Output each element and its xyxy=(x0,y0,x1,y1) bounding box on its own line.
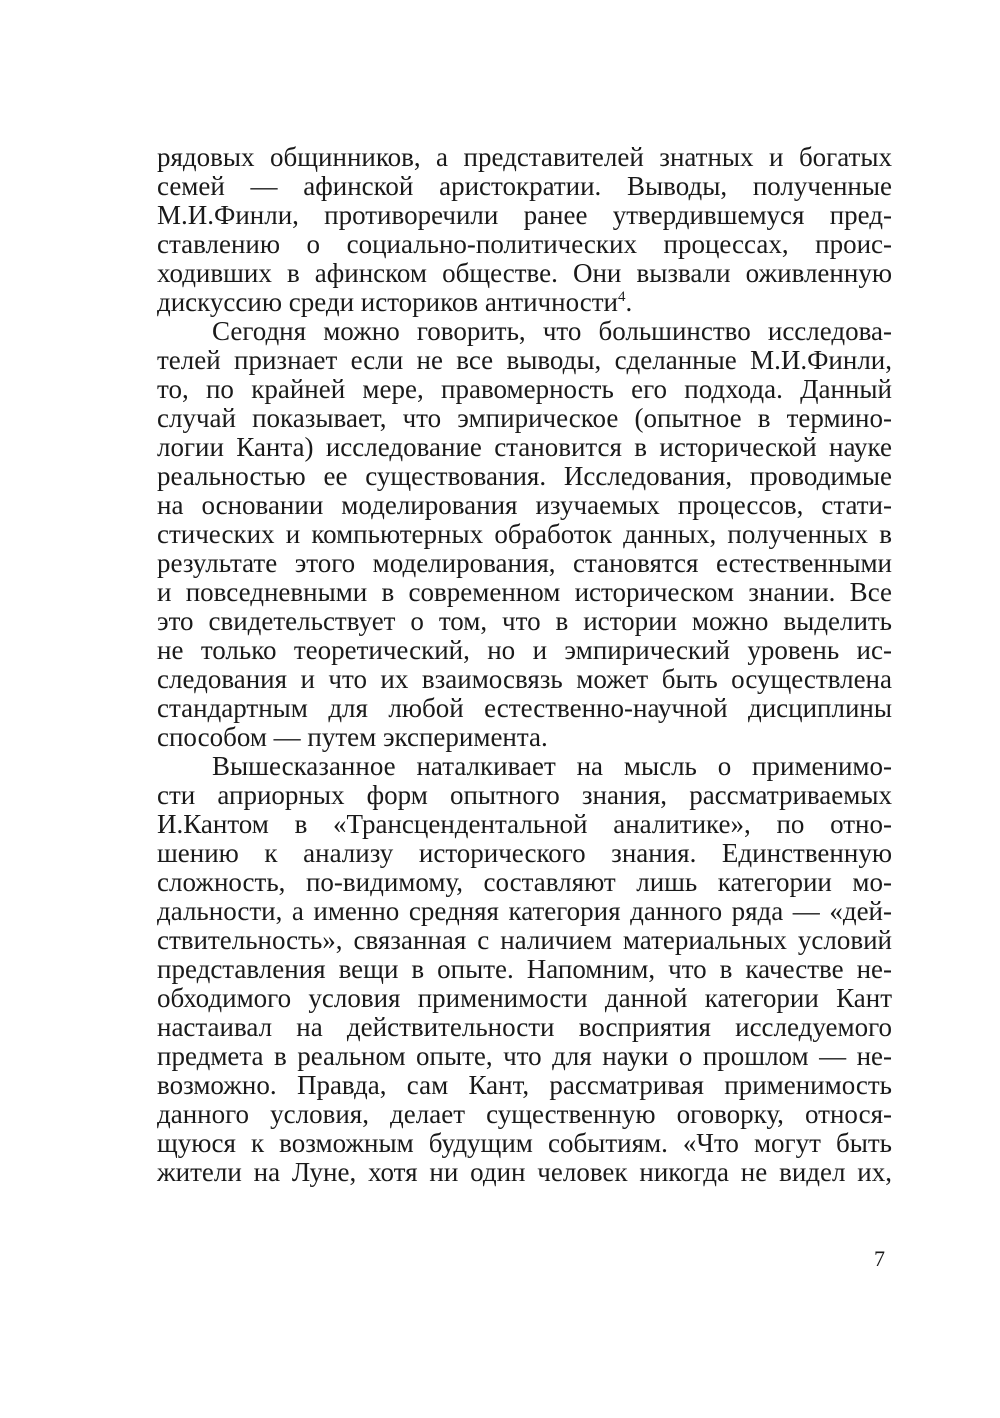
text-line: предмета в реальном опыте, что для науки о прошлом — не- xyxy=(157,1041,892,1071)
text-line: настаивал на действительности восприятия исследуемого xyxy=(157,1012,892,1042)
text-line: телей признает если не все выводы, сделанные М.И.Финли, xyxy=(157,345,892,375)
text-line: семей — афинской аристократии. Выводы, полученные xyxy=(157,171,892,201)
text-line: это свидетельствует о том, что в истории можно выделить xyxy=(157,606,892,636)
text-line: шению к анализу исторического знания. Единственную xyxy=(157,838,892,868)
text-line: жители на Луне, хотя ни один человек никогда не видел их, xyxy=(157,1157,892,1187)
text-line: возможно. Правда, сам Кант, рассматривая применимость xyxy=(157,1070,892,1100)
paragraph-3 xyxy=(157,752,892,1187)
text-fragment: дискуссию среди историков античности xyxy=(157,287,618,317)
page-number: 7 xyxy=(874,1246,885,1271)
paragraph-1 xyxy=(157,143,892,317)
text-line: ствительность», связанная с наличием материальных условий xyxy=(157,925,892,955)
footnote-reference[interactable]: 4 xyxy=(617,289,626,305)
text-line: Вышесказанное наталкивает на мысль о применимо- xyxy=(212,751,892,781)
text-line: логии Канта) исследование становится в исторической науке xyxy=(157,432,892,462)
text-line: результате этого моделирования, становятся естественными xyxy=(157,548,892,578)
text-line: И.Кантом в «Трансцендентальной аналитике», по отно- xyxy=(157,809,892,839)
text-line: рядовых общинников, а представителей знатных и богатых xyxy=(157,142,892,172)
text-line: на основании моделирования изучаемых процессов, стати- xyxy=(157,490,892,520)
text-line: щуюся к возможным будущим событиям. «Что могут быть xyxy=(157,1128,892,1158)
text-line: стандартным для любой естественно-научной дисциплины xyxy=(157,693,892,723)
text-line: ходивших в афинском обществе. Они вызвали оживленную xyxy=(157,258,892,288)
text-line: реальностью ее существования. Исследования, проводимые xyxy=(157,461,892,491)
text-line xyxy=(157,288,892,317)
text-line: не только теоретический, но и эмпирический уровень ис- xyxy=(157,635,892,665)
text-line: случай показывает, что эмпирическое (опытное в термино- xyxy=(157,403,892,433)
text-line: Сегодня можно говорить, что большинство исследова- xyxy=(212,316,892,346)
text-line: то, по крайней мере, правомерность его подхода. Данный xyxy=(157,374,892,404)
paragraph-2 xyxy=(157,317,892,752)
text-line: данного условия, делает существенную оговорку, относя- xyxy=(157,1099,892,1129)
text-line: следования и что их взаимосвязь может быть осуществлена xyxy=(157,664,892,694)
page-body-text xyxy=(157,143,892,1187)
text-line: представления вещи в опыте. Напомним, что в качестве не- xyxy=(157,954,892,984)
text-line: обходимого условия применимости данной категории Кант xyxy=(157,983,892,1013)
text-line: ставлению о социально-политических процессах, проис- xyxy=(157,229,892,259)
text-fragment: . xyxy=(625,287,633,317)
text-line: дальности, а именно средняя категория данного ряда — «дей- xyxy=(157,896,892,926)
text-line: сложность, по-видимому, составляют лишь категории мо- xyxy=(157,867,892,897)
text-line: сти априорных форм опытного знания, рассматриваемых xyxy=(157,780,892,810)
text-line: способом — путем эксперимента. xyxy=(157,722,548,752)
text-line: М.И.Финли, противоречили ранее утвердившемуся пред- xyxy=(157,200,892,230)
text-line: стических и компьютерных обработок данных, полученных в xyxy=(157,519,892,549)
text-line: и повседневными в современном историческом знании. Все xyxy=(157,577,892,607)
